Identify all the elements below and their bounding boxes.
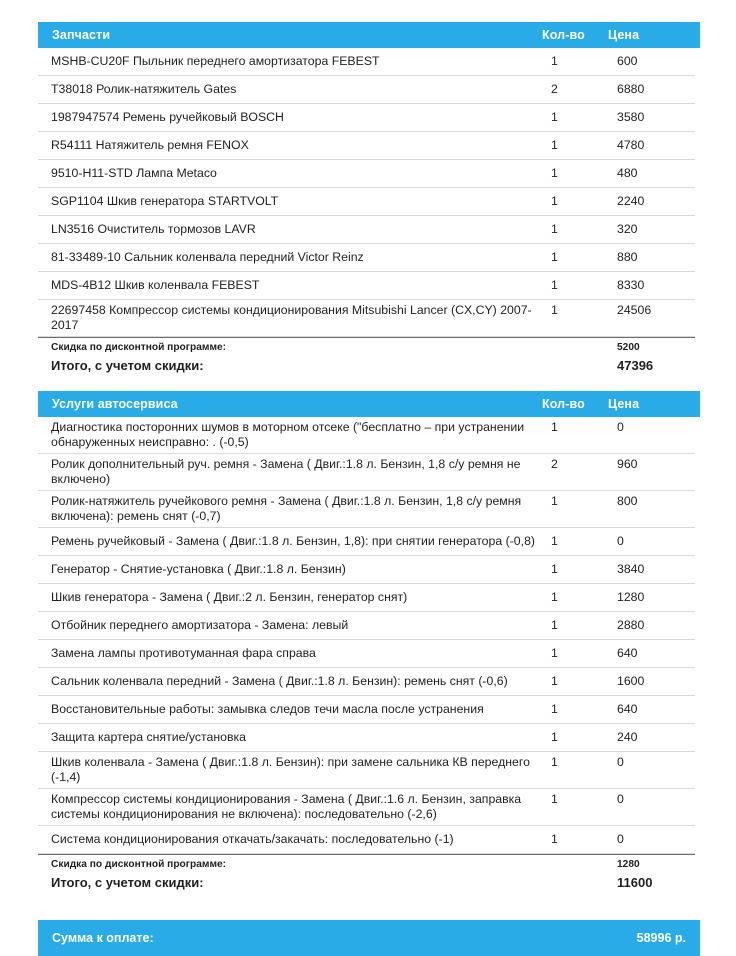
service-name: Замена лампы противотуманная фара справа bbox=[51, 646, 316, 660]
service-price: 640 bbox=[617, 702, 638, 716]
part-price: 3580 bbox=[617, 110, 645, 124]
table-row bbox=[38, 272, 695, 300]
parts-section bbox=[38, 22, 700, 375]
service-qty: 1 bbox=[551, 590, 558, 604]
part-name: R54111 Натяжитель ремня FENOX bbox=[51, 138, 249, 152]
services-section bbox=[38, 391, 700, 892]
part-price: 8330 bbox=[617, 278, 645, 292]
part-name: SGP1104 Шкив генератора STARTVOLT bbox=[51, 194, 279, 208]
service-price: 0 bbox=[617, 792, 624, 806]
services-section-header bbox=[38, 391, 700, 417]
table-row bbox=[38, 454, 695, 491]
part-qty: 1 bbox=[551, 194, 558, 208]
services-qty-column-header: Кол-во bbox=[542, 397, 585, 411]
service-qty: 1 bbox=[551, 674, 558, 688]
table-row bbox=[38, 76, 695, 104]
service-name: Система кондиционирования откачать/закачать: последовательно (-1) bbox=[51, 832, 454, 846]
part-name: 22697458 Компрессор системы кондиционирования Mitsubishi Lancer (CX,CY) 2007-2017 bbox=[51, 303, 532, 332]
table-row bbox=[38, 244, 695, 272]
table-row bbox=[38, 696, 695, 724]
services-discount-value: 1280 bbox=[617, 859, 640, 870]
service-name: Ролик дополнительный руч. ремня - Замена ( Двиг.:1.8 л. Бензин, 1,8 с/у ремня не включено) bbox=[51, 457, 521, 486]
service-name: Отбойник переднего амортизатора - Замена: левый bbox=[51, 618, 349, 632]
amount-due-label: Сумма к оплате: bbox=[52, 931, 154, 945]
part-qty: 1 bbox=[551, 138, 558, 152]
services-rows bbox=[38, 417, 695, 854]
table-row bbox=[38, 300, 695, 337]
part-price: 2240 bbox=[617, 194, 645, 208]
service-qty: 1 bbox=[551, 730, 558, 744]
table-row bbox=[38, 826, 695, 854]
table-row bbox=[38, 132, 695, 160]
services-price-column-header: Цена bbox=[608, 397, 640, 411]
service-qty: 1 bbox=[551, 534, 558, 548]
service-qty: 1 bbox=[551, 420, 558, 434]
table-row bbox=[38, 612, 695, 640]
part-name: 81-33489-10 Сальник коленвала передний Victor Reinz bbox=[51, 250, 364, 264]
service-price: 240 bbox=[617, 730, 638, 744]
part-name: LN3516 Очиститель тормозов LAVR bbox=[51, 222, 256, 236]
services-totals bbox=[38, 854, 695, 892]
service-name: Ролик-натяжитель ручейкового ремня - Замена ( Двиг.:1.8 л. Бензин, 1,8 с/у ремня включена): ремень снят (-0,7) bbox=[51, 494, 522, 523]
service-name: Диагностика посторонних шумов в моторном отсеке ("бесплатно – при устранении обнаруженных неисправно: . (-0,5) bbox=[51, 420, 525, 449]
table-row bbox=[38, 188, 695, 216]
part-qty: 1 bbox=[551, 110, 558, 124]
service-qty: 1 bbox=[551, 646, 558, 660]
service-name: Сальник коленвала передний - Замена ( Двиг.:1.8 л. Бензин): ремень снят (-0,6) bbox=[51, 674, 508, 688]
part-qty: 1 bbox=[551, 250, 558, 264]
part-qty: 1 bbox=[551, 222, 558, 236]
service-qty: 1 bbox=[551, 702, 558, 716]
part-name: 9510-H11-STD Лампа Metaco bbox=[51, 166, 217, 180]
services-discount-line bbox=[38, 857, 695, 873]
parts-discount-label: Скидка по дисконтной программе: bbox=[51, 342, 227, 353]
part-price: 600 bbox=[617, 54, 638, 68]
table-row bbox=[38, 584, 695, 612]
service-qty: 1 bbox=[551, 755, 558, 769]
part-price: 320 bbox=[617, 222, 638, 236]
parts-price-column-header: Цена bbox=[608, 28, 640, 42]
parts-section-title: Запчасти bbox=[52, 28, 111, 42]
amount-due-value: 58996 р. bbox=[636, 931, 686, 945]
service-price: 0 bbox=[617, 755, 624, 769]
service-name: Восстановительные работы: замывка следов течи масла после устранения bbox=[51, 702, 484, 716]
service-price: 1280 bbox=[617, 590, 645, 604]
part-price: 6880 bbox=[617, 82, 645, 96]
service-qty: 1 bbox=[551, 562, 558, 576]
service-name: Генератор - Снятие-установка ( Двиг.:1.8 л. Бензин) bbox=[51, 562, 346, 576]
table-row bbox=[38, 216, 695, 244]
part-qty: 1 bbox=[551, 166, 558, 180]
part-qty: 1 bbox=[551, 54, 558, 68]
service-price: 960 bbox=[617, 457, 638, 471]
service-qty: 1 bbox=[551, 792, 558, 806]
part-qty: 1 bbox=[551, 278, 558, 292]
service-price: 1600 bbox=[617, 674, 645, 688]
services-total-label: Итого, с учетом скидки: bbox=[51, 875, 204, 890]
table-row bbox=[38, 160, 695, 188]
table-row bbox=[38, 789, 695, 826]
part-name: MSHB-CU20F Пыльник переднего амортизатора FEBEST bbox=[51, 54, 380, 68]
parts-totals bbox=[38, 337, 695, 375]
services-total-line bbox=[38, 873, 695, 892]
table-row bbox=[38, 104, 695, 132]
parts-section-header bbox=[38, 22, 700, 48]
part-qty: 2 bbox=[551, 82, 558, 96]
service-price: 2880 bbox=[617, 618, 645, 632]
parts-total-label: Итого, с учетом скидки: bbox=[51, 358, 204, 373]
part-qty: 1 bbox=[551, 303, 558, 317]
part-price: 24506 bbox=[617, 303, 652, 317]
services-total-value: 11600 bbox=[617, 875, 653, 890]
services-discount-label: Скидка по дисконтной программе: bbox=[51, 859, 227, 870]
service-price: 640 bbox=[617, 646, 638, 660]
table-row bbox=[38, 491, 695, 528]
service-name: Шкив коленвала - Замена ( Двиг.:1.8 л. Бензин): при замене сальника КВ переднего (-1,4) bbox=[51, 755, 530, 784]
parts-total-line bbox=[38, 356, 695, 375]
amount-due-bar bbox=[38, 920, 700, 956]
table-row bbox=[38, 724, 695, 752]
parts-discount-line bbox=[38, 340, 695, 356]
service-qty: 1 bbox=[551, 618, 558, 632]
service-price: 800 bbox=[617, 494, 638, 508]
table-row bbox=[38, 640, 695, 668]
service-price: 3840 bbox=[617, 562, 645, 576]
service-name: Шкив генератора - Замена ( Двиг.:2 л. Бензин, генератор снят) bbox=[51, 590, 408, 604]
part-name: MDS-4B12 Шкив коленвала FEBEST bbox=[51, 278, 260, 292]
service-qty: 2 bbox=[551, 457, 558, 471]
service-price: 0 bbox=[617, 534, 624, 548]
table-row bbox=[38, 752, 695, 789]
table-row bbox=[38, 668, 695, 696]
table-row bbox=[38, 528, 695, 556]
part-name: 1987947574 Ремень ручейковый BOSCH bbox=[51, 110, 284, 124]
service-name: Защита картера снятие/установка bbox=[51, 730, 246, 744]
parts-total-value: 47396 bbox=[617, 358, 654, 373]
parts-rows bbox=[38, 48, 695, 337]
table-row bbox=[38, 417, 695, 454]
service-name: Компрессор системы кондиционирования - Замена ( Двиг.:1.6 л. Бензин, заправка системы кондиционирования не включена): последовательно (-2,6) bbox=[51, 792, 522, 821]
service-qty: 1 bbox=[551, 494, 558, 508]
services-section-title: Услуги автосервиса bbox=[52, 397, 178, 411]
part-price: 4780 bbox=[617, 138, 645, 152]
part-name: T38018 Ролик-натяжитель Gates bbox=[51, 82, 237, 96]
part-price: 880 bbox=[617, 250, 638, 264]
service-price: 0 bbox=[617, 832, 624, 846]
parts-qty-column-header: Кол-во bbox=[542, 28, 585, 42]
table-row bbox=[38, 556, 695, 584]
service-qty: 1 bbox=[551, 832, 558, 846]
service-price: 0 bbox=[617, 420, 624, 434]
part-price: 480 bbox=[617, 166, 638, 180]
table-row bbox=[38, 48, 695, 76]
parts-discount-value: 5200 bbox=[617, 342, 640, 353]
service-name: Ремень ручейковый - Замена ( Двиг.:1.8 л. Бензин, 1,8): при снятии генератора (-0,8) bbox=[51, 534, 535, 548]
